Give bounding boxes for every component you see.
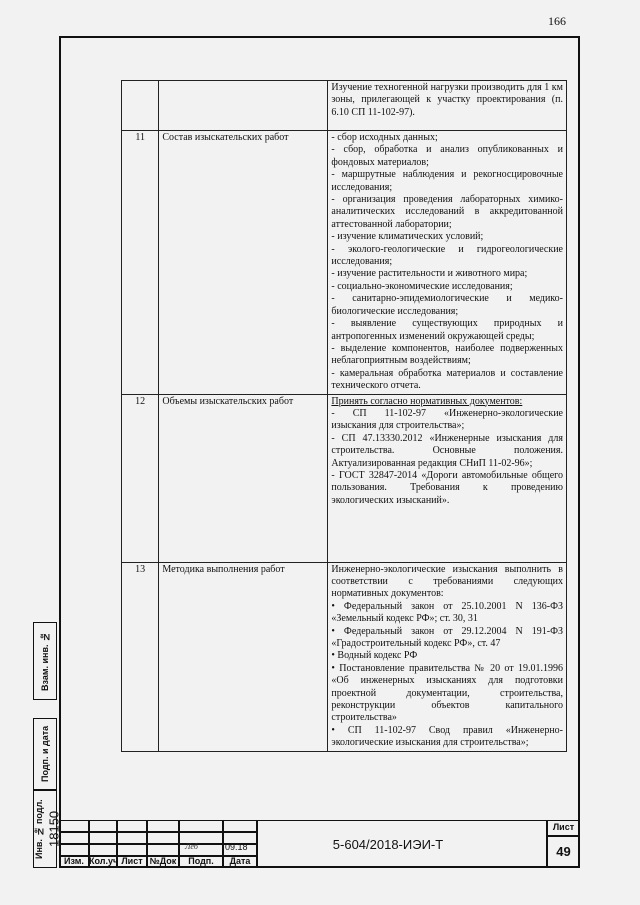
description-line: - сбор исходных данных;	[331, 132, 438, 143]
row-title: Объемы изыскательских работ	[159, 394, 328, 562]
signature: Леб	[185, 842, 198, 851]
row-description	[328, 394, 567, 562]
hdr-data: Дата	[229, 856, 251, 866]
description-line: Принять согласно нормативных документов:	[331, 395, 523, 407]
row-title: Методика выполнения работ	[159, 562, 328, 751]
hdr-kolich: Кол.уч	[89, 856, 119, 866]
hdr-izm: Изм.	[64, 856, 84, 866]
description-line: • СП 11-102-97 Свод правил «Инженерно-экологические изыскания для строительства»;	[331, 724, 563, 749]
page-number: 166	[548, 14, 566, 28]
row-number: 13	[122, 562, 159, 751]
description-line: - СП 47.13330.2012 «Инженерные изыскания для строительства. Основные положения. Актуализированная редакция СНиП 11-02-96»;	[331, 432, 563, 469]
row-description	[328, 562, 567, 751]
table-row	[122, 394, 567, 562]
description-line: - изучение растительности и животного мира;	[331, 268, 528, 280]
hdr-list: Лист	[121, 856, 143, 866]
row-number: 11	[122, 131, 159, 395]
document-code: 5-604/2018-ИЭИ-Т	[332, 837, 444, 852]
requirements-table	[121, 80, 567, 752]
table-row	[122, 562, 567, 751]
description-line: • Водный кодекс РФ	[331, 650, 418, 662]
description-line: Инженерно-экологические изыскания выполнить в соответствии с требованиями следующих нормативных документов:	[331, 563, 563, 600]
description-line: Изучение техногенной нагрузки производить для 1 км зоны, прилегающей к участку проектирования (п. 6.10 СП 11-102-97).	[331, 82, 563, 118]
sheet-number: 49	[556, 844, 571, 859]
description-line: - выявление существующих природных и антропогенных изменений окружающей среды;	[331, 318, 563, 342]
table-row	[122, 131, 567, 395]
description-line: - организация проведения лабораторных химико-аналитических исследований в аккредитованной аттестованной лаборатории;	[331, 194, 563, 230]
inv-number-value: 18150	[46, 810, 62, 848]
row-title: Состав изыскательских работ	[159, 131, 328, 395]
description-line: - СП 11-102-97 «Инженерно-экологические изыскания для строительства»;	[331, 407, 563, 432]
description-line: - социально-экономические исследования;	[331, 280, 513, 292]
description-line: - эколого-геологические и гидрогеологические исследования;	[331, 243, 563, 268]
row-number	[122, 81, 159, 131]
description-line: - камеральная обработка материалов и составление технического отчета.	[331, 367, 563, 392]
row-title	[159, 81, 328, 131]
side-strip	[33, 622, 62, 868]
description-line: - сбор, обработка и анализ опубликованных и фондовых материалов;	[331, 144, 563, 168]
sign-date-label: Подп. и дата	[40, 725, 50, 783]
sheet-label: Лист	[552, 822, 575, 832]
row-description	[328, 131, 567, 395]
hdr-podp: Подп.	[188, 856, 214, 866]
description-line: • Постановление правительства № 20 от 19.01.1996 «Об инженерных изысканиях для подготовки проектной документации, строительства, реконструкции объектов капитального строительства»	[331, 662, 563, 724]
description-line: - санитарно-эпидемиологические и медико-биологические исследования;	[331, 293, 563, 317]
description-line: - выделение компонентов, наиболее подверженных неблагоприятным воздействиям;	[331, 342, 563, 367]
row-number: 12	[122, 394, 159, 562]
replace-inv-label: Взам. инв. №	[40, 631, 50, 691]
description-line: - изучение климатических условий;	[331, 231, 484, 243]
hdr-nodok: №Док	[149, 856, 177, 866]
description-line: • Федеральный закон от 29.12.2004 N 191-ФЗ «Градостроительный кодекс РФ», ст. 47	[331, 625, 563, 649]
row-description	[328, 81, 567, 131]
stamp-date: 09.18	[225, 842, 248, 852]
table-row	[122, 81, 567, 131]
description-line: - маршрутные наблюдения и рекогносцировочные исследования;	[331, 169, 563, 193]
description-line: - ГОСТ 32847-2014 «Дороги автомобильные общего пользования. Требования к проведению экологических изысканий».	[331, 469, 563, 506]
inv-number-label: Инв. № подл.	[34, 799, 44, 859]
description-line: • Федеральный закон от 25.10.2001 N 136-ФЗ «Земельный кодекс РФ»; ст. 30, 31	[331, 600, 563, 625]
